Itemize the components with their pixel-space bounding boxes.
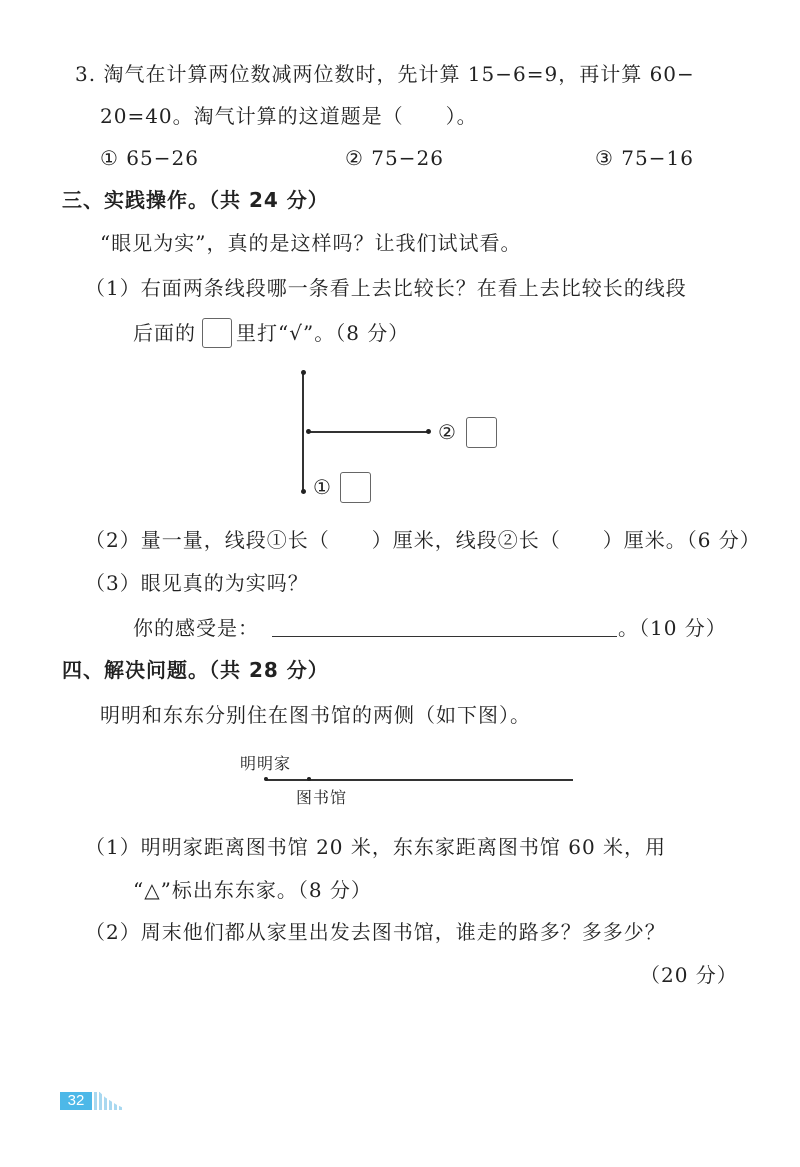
segment-2-label: ② <box>438 420 457 444</box>
section3-title: 三、实践操作。（共 24 分） <box>62 188 329 212</box>
s4-p1-line2: “△”标出东东家。（8 分） <box>133 878 372 902</box>
library-label: 图书馆 <box>296 788 348 807</box>
segment-1-label: ① <box>313 475 332 499</box>
segment-1-end <box>301 370 306 375</box>
s4-p2-score: （20 分） <box>640 963 738 987</box>
segment-2-checkbox[interactable] <box>466 417 497 448</box>
s3-p1-line2a: 后面的 <box>133 321 196 345</box>
feel-label: 你的感受是： <box>133 616 259 640</box>
segment-1-end <box>301 489 306 494</box>
s3-p1-line2b: 里打“√”。（8 分） <box>236 321 410 345</box>
feel-answer-line[interactable] <box>272 636 617 637</box>
q3-line2: 20=40。淘气计算的这道题是（ ）。 <box>100 104 478 128</box>
segment-1-checkbox[interactable] <box>340 472 371 503</box>
q3-option-2: ② 75−26 <box>345 146 444 170</box>
segment-2 <box>308 431 428 433</box>
section4-intro: 明明和东东分别住在图书馆的两侧（如下图）。 <box>100 703 531 727</box>
home-point <box>264 777 268 781</box>
feel-score: 。（10 分） <box>618 616 727 640</box>
q3-line1: 3. 淘气在计算两位数减两位数时，先计算 15−6=9，再计算 60− <box>75 62 695 86</box>
segment-2-end <box>426 429 431 434</box>
s3-p1-line1: （1）右面两条线段哪一条看上去比较长？在看上去比较长的线段 <box>85 276 687 300</box>
home-label: 明明家 <box>240 754 292 773</box>
s4-p1-line1: （1）明明家距离图书馆 20 米，东东家距离图书馆 60 米，用 <box>85 835 667 859</box>
s4-p2: （2）周末他们都从家里出发去图书馆，谁走的路多？多多少？ <box>85 920 666 944</box>
s3-p2: （2）量一量，线段①长（ ）厘米，线段②长（ ）厘米。（6 分） <box>85 528 761 552</box>
q3-option-1: ① 65−26 <box>100 146 199 170</box>
answer-box-example <box>202 318 232 348</box>
segment-2-end <box>306 429 311 434</box>
section3-intro: “眼见为实”，真的是这样吗？让我们试试看。 <box>100 231 522 255</box>
page-bars-decoration <box>94 1092 122 1110</box>
library-point <box>307 777 311 781</box>
segment-1 <box>302 372 304 492</box>
q3-option-3: ③ 75−16 <box>595 146 694 170</box>
s3-p3: （3）眼见真的为实吗？ <box>85 571 309 595</box>
section4-title: 四、解决问题。（共 28 分） <box>62 658 329 682</box>
road-line <box>266 779 573 781</box>
page-number: 32 <box>60 1092 92 1110</box>
